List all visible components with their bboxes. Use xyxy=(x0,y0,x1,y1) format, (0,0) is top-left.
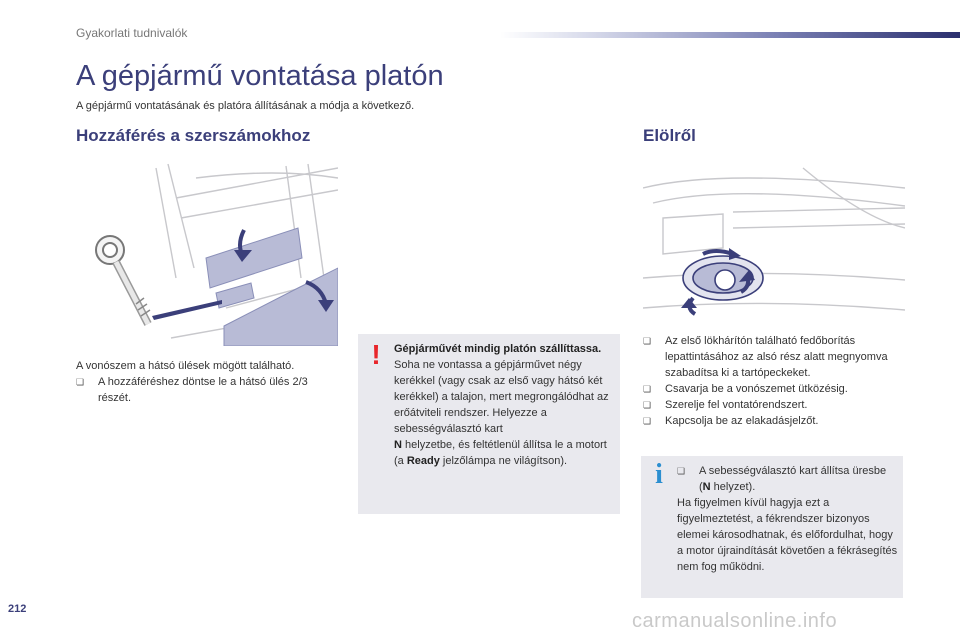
page-title: A gépjármű vontatása platón xyxy=(76,60,444,92)
section-heading-tools: Hozzáférés a szerszámokhoz xyxy=(76,126,311,145)
list-item xyxy=(643,333,905,381)
right-body-text xyxy=(643,333,905,429)
page-subtitle: A gépjármű vontatásának és platóra állításának a módja a következő. xyxy=(76,100,415,112)
left-body-text xyxy=(76,358,338,406)
info-text xyxy=(677,463,899,575)
watermark: carmanualsonline.info xyxy=(632,610,838,632)
warning-body-2: helyzetbe, és feltétlenül állítsa le a motort (a xyxy=(394,439,607,467)
bullet-square-icon: ❏ xyxy=(643,384,652,394)
bullet-square-icon: ❏ xyxy=(643,400,652,410)
info-gear-n: N xyxy=(702,481,711,493)
front-bumper-figure xyxy=(643,158,905,328)
info-bullet-a: A sebességválasztó kart állítsa üresbe ( xyxy=(699,465,887,493)
warning-ready: Ready xyxy=(406,455,440,467)
list-item xyxy=(76,374,338,406)
exclamation-icon: ! xyxy=(371,339,381,370)
header-bar xyxy=(500,32,960,38)
warning-gear-n: N xyxy=(394,439,402,451)
bullet-square-icon: ❏ xyxy=(76,377,85,387)
info-bullet-b: helyzet). xyxy=(710,481,756,493)
bullet-square-icon: ❏ xyxy=(643,416,652,426)
warning-bold-text: Gépjárművét mindig platón szállíttassa. xyxy=(394,343,602,355)
right-bullet-text: Szerelje fel vontatórendszert. xyxy=(665,399,808,411)
info-bullet xyxy=(699,463,899,495)
page-number: 212 xyxy=(8,603,27,615)
right-bullet-text: Csavarja be a vonószemet ütközésig. xyxy=(665,383,848,395)
left-bullet-text: A hozzáféréshez döntse le a hátsó ülés 2/3 részét. xyxy=(98,376,308,404)
right-bullet-text: Kapcsolja be az elakadásjelzőt. xyxy=(665,415,819,427)
bullet-square-icon: ❏ xyxy=(643,336,652,346)
towing-eye-figure xyxy=(76,158,338,346)
list-item xyxy=(643,397,905,413)
info-icon: i xyxy=(655,459,663,490)
list-item xyxy=(677,463,899,495)
warning-body-1: Soha ne vontassa a gépjárművet négy kerékkel (vagy csak az első vagy hátsó két kerékkel) a talajon, mert megrongálódhat az erőátviteli rendszer. Helyezze a sebességválasztó kart xyxy=(394,359,609,435)
left-intro: A vonószem a hátsó ülések mögött található. xyxy=(76,360,295,372)
list-item xyxy=(643,381,905,397)
info-body: Ha figyelmen kívül hagyja ezt a figyelmeztetést, a fékrendszer bizonyos elemei károsodhatnak, és előfordulhat, hogy a motor újraindítását követően a fékrásegítés nem fog működni. xyxy=(677,497,898,573)
bullet-square-icon: ❏ xyxy=(677,466,686,476)
warning-text xyxy=(394,341,618,469)
section-heading-front: Elölről xyxy=(643,126,696,145)
warning-box xyxy=(358,334,620,514)
header-section-title: Gyakorlati tudnivalók xyxy=(76,26,188,40)
info-box xyxy=(641,456,903,598)
warning-body-3: jelzőlámpa ne világítson). xyxy=(439,455,568,467)
right-bullet-text: Az első lökhárítón található fedőborítás lepattintásához az alsó rész alatt megnyomva szabadítsa ki a tartópeckeket. xyxy=(665,335,888,379)
list-item xyxy=(643,413,905,429)
